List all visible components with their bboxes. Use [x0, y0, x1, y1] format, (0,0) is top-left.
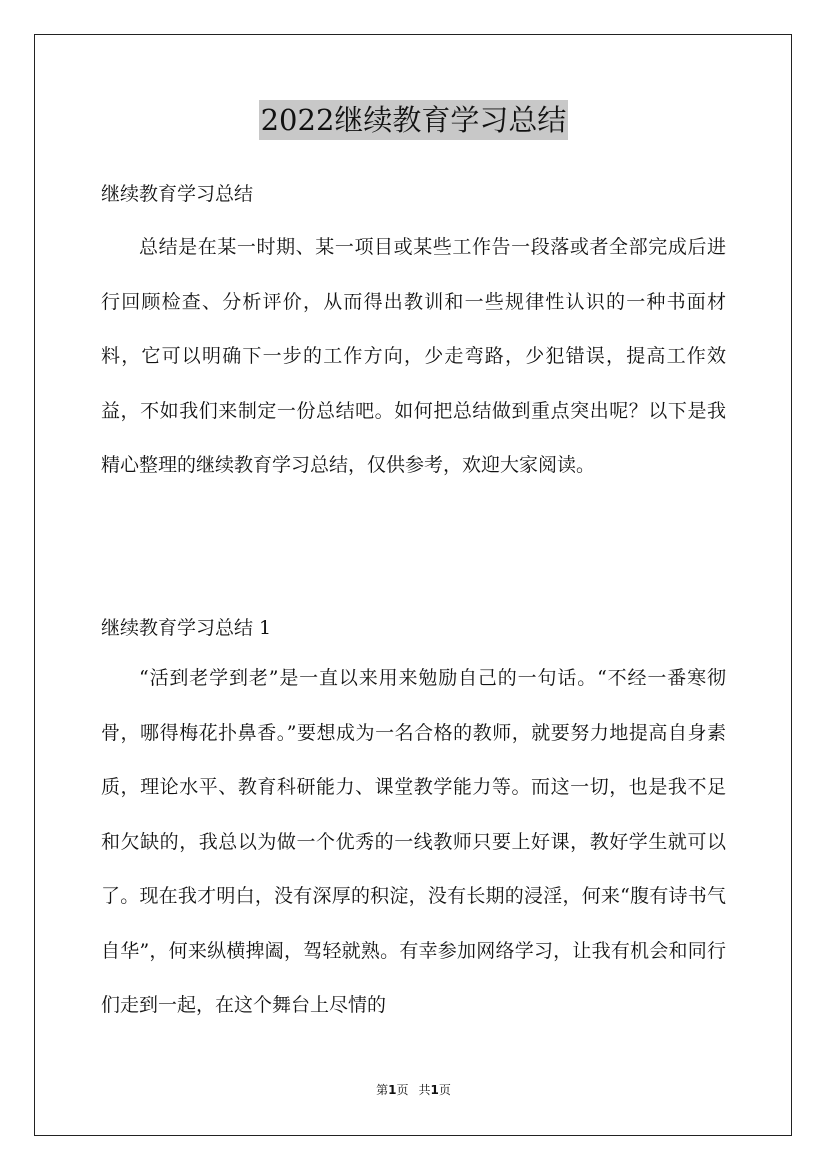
footer-page-number: 1 — [388, 1083, 397, 1097]
footer-page-prefix: 第 — [376, 1083, 389, 1097]
page-footer — [0, 1082, 827, 1098]
title-container — [0, 100, 827, 140]
section-1 — [101, 651, 726, 1033]
footer-total-number: 1 — [430, 1083, 439, 1097]
section-1-heading: 继续教育学习总结 1 — [101, 617, 272, 639]
footer-total-prefix: 共 — [418, 1083, 431, 1097]
footer-total-suffix: 页 — [438, 1083, 451, 1097]
document-title: 2022继续教育学习总结 — [259, 100, 569, 140]
document-subtitle: 继续教育学习总结 — [101, 183, 254, 205]
footer-page-suffix: 页 — [396, 1083, 409, 1097]
intro-section — [101, 220, 726, 493]
section-1-paragraph: “活到老学到老”是一直以来用来勉励自己的一句话。“不经一番寒彻骨，哪得梅花扑鼻香。”要想成为一名合格的教师，就要努力地提高自身素质，理论水平、教育科研能力、课堂教学能力等。而这一切，也是我不足和欠缺的，我总以为做一个优秀的一线教师只要上好课，教好学生就可以了。现在我才明白，没有深厚的积淀，没有长期的浸淫，何来“腹有诗书气自华”，何来纵横捭阖，驾轻就熟。有幸参加网络学习，让我有机会和同行们走到一起，在这个舞台上尽情的 — [101, 667, 726, 1016]
intro-paragraph: 总结是在某一时期、某一项目或某些工作告一段落或者全部完成后进行回顾检查、分析评价，从而得出教训和一些规律性认识的一种书面材料，它可以明确下一步的工作方向，少走弯路，少犯错误，提高工作效益，不如我们来制定一份总结吧。如何把总结做到重点突出呢？以下是我精心整理的继续教育学习总结，仅供参考，欢迎大家阅读。 — [101, 236, 726, 476]
